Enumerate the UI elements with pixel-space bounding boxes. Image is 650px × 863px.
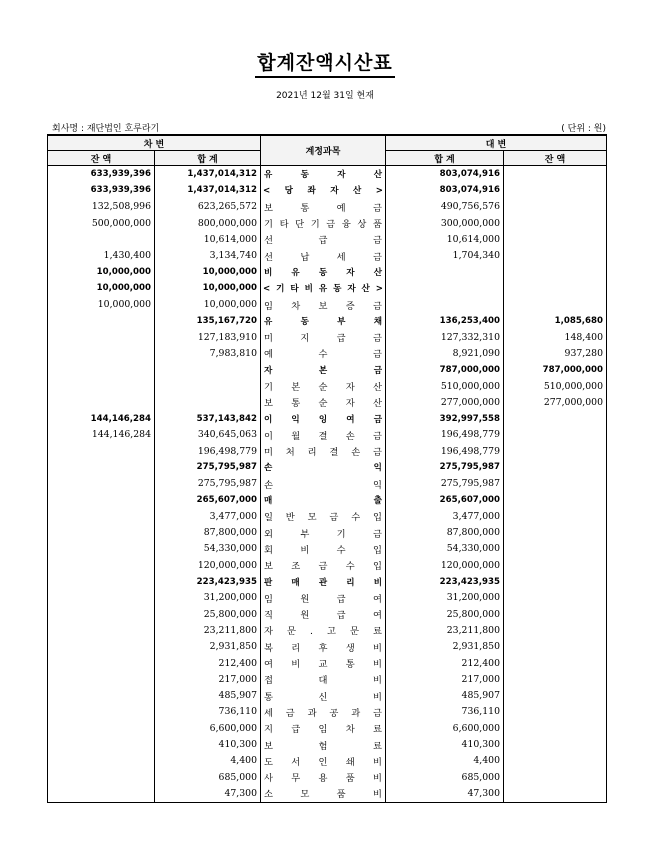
- account-name-cell: 외 부 기 금: [261, 525, 386, 541]
- credit-balance-cell: 1,085,680: [504, 313, 607, 329]
- credit-total-header: 합 계: [386, 151, 504, 166]
- debit-total-cell: 623,265,572: [155, 199, 261, 215]
- credit-total-cell: [386, 296, 504, 312]
- credit-balance-cell: [504, 247, 607, 263]
- table-row: [48, 362, 607, 378]
- debit-total-cell: 410,300: [155, 736, 261, 752]
- debit-total-cell: 340,645,063: [155, 427, 261, 443]
- account-name-cell: 소 모 품 비: [261, 785, 386, 802]
- credit-balance-cell: [504, 231, 607, 247]
- credit-balance-cell: [504, 785, 607, 802]
- credit-total-cell: 196,498,779: [386, 443, 504, 459]
- table-row: [48, 606, 607, 622]
- credit-balance-cell: [504, 199, 607, 215]
- account-name-cell: 유 동 자 산: [261, 166, 386, 183]
- credit-total-cell: 212,400: [386, 655, 504, 671]
- account-name-cell: 유 동 부 채: [261, 313, 386, 329]
- debit-balance-cell: [48, 508, 155, 524]
- debit-total-cell: 3,134,740: [155, 247, 261, 263]
- table-row: [48, 410, 607, 426]
- credit-total-cell: 6,600,000: [386, 720, 504, 736]
- credit-balance-cell: [504, 639, 607, 655]
- credit-total-cell: 136,253,400: [386, 313, 504, 329]
- account-name-cell: 세 금 과 공 과 금: [261, 704, 386, 720]
- credit-total-cell: 25,800,000: [386, 606, 504, 622]
- debit-balance-cell: [48, 557, 155, 573]
- credit-total-cell: 277,000,000: [386, 394, 504, 410]
- table-row: [48, 231, 607, 247]
- debit-balance-cell: [48, 720, 155, 736]
- account-name-cell: 자 문 . 고 문 료: [261, 622, 386, 638]
- unit-label: ( 단위 : 원): [561, 124, 606, 134]
- credit-total-cell: 47,300: [386, 785, 504, 802]
- account-name-cell: < 당 좌 자 산 >: [261, 182, 386, 198]
- credit-total-cell: 1,704,340: [386, 247, 504, 263]
- debit-total-cell: 1,437,014,312: [155, 182, 261, 198]
- debit-total-cell: 7,983,810: [155, 345, 261, 361]
- table-row: [48, 313, 607, 329]
- credit-balance-cell: [504, 215, 607, 231]
- debit-balance-cell: [48, 443, 155, 459]
- account-name-cell: 자 본 금: [261, 362, 386, 378]
- account-name-cell: 일 반 모 금 수 입: [261, 508, 386, 524]
- credit-balance-cell: [504, 166, 607, 183]
- credit-balance-cell: [504, 590, 607, 606]
- credit-balance-cell: [504, 573, 607, 589]
- document-title: [0, 48, 650, 75]
- debit-balance-cell: [48, 394, 155, 410]
- debit-total-cell: 10,000,000: [155, 280, 261, 296]
- debit-total-cell: 223,423,935: [155, 573, 261, 589]
- credit-total-cell: 2,931,850: [386, 639, 504, 655]
- account-name-cell: 도 서 인 쇄 비: [261, 753, 386, 769]
- debit-total-cell: 537,143,842: [155, 410, 261, 426]
- credit-total-cell: 392,997,558: [386, 410, 504, 426]
- debit-header: 차 변: [48, 135, 261, 151]
- credit-balance-cell: [504, 688, 607, 704]
- account-name-cell: 선 납 세 금: [261, 247, 386, 263]
- table-row: [48, 280, 607, 296]
- debit-total-cell: 3,477,000: [155, 508, 261, 524]
- account-name-cell: 임 원 급 여: [261, 590, 386, 606]
- table-row: [48, 573, 607, 589]
- credit-balance-header: 잔 액: [504, 151, 607, 166]
- credit-balance-cell: [504, 508, 607, 524]
- table-row: [48, 753, 607, 769]
- debit-total-cell: 127,183,910: [155, 329, 261, 345]
- document-title-text: 합계잔액시산표: [255, 52, 394, 78]
- table-row: [48, 378, 607, 394]
- table-row: [48, 557, 607, 573]
- debit-total-cell: 1,437,014,312: [155, 166, 261, 183]
- debit-balance-cell: 10,000,000: [48, 280, 155, 296]
- credit-total-cell: 127,332,310: [386, 329, 504, 345]
- debit-balance-cell: 144,146,284: [48, 427, 155, 443]
- table-body: [48, 166, 607, 803]
- credit-total-cell: 196,498,779: [386, 427, 504, 443]
- table-row: [48, 785, 607, 802]
- debit-total-cell: 275,795,987: [155, 476, 261, 492]
- table-row: [48, 443, 607, 459]
- table-row: [48, 199, 607, 215]
- account-name-cell: 보 통 예 금: [261, 199, 386, 215]
- credit-balance-cell: [504, 720, 607, 736]
- account-name-cell: 판 매 관 리 비: [261, 573, 386, 589]
- debit-total-cell: 10,000,000: [155, 264, 261, 280]
- debit-total-cell: 685,000: [155, 769, 261, 785]
- debit-balance-header: 잔 액: [48, 151, 155, 166]
- table-row: [48, 720, 607, 736]
- account-name-cell: 예 수 금: [261, 345, 386, 361]
- credit-total-cell: 87,800,000: [386, 525, 504, 541]
- debit-balance-cell: [48, 329, 155, 345]
- debit-balance-cell: [48, 362, 155, 378]
- credit-balance-cell: 787,000,000: [504, 362, 607, 378]
- debit-total-cell: 275,795,987: [155, 459, 261, 475]
- debit-balance-cell: [48, 525, 155, 541]
- credit-balance-cell: [504, 525, 607, 541]
- debit-total-cell: 87,800,000: [155, 525, 261, 541]
- table-row: [48, 215, 607, 231]
- debit-balance-cell: 633,939,396: [48, 166, 155, 183]
- debit-balance-cell: 132,508,996: [48, 199, 155, 215]
- debit-balance-cell: [48, 736, 155, 752]
- credit-balance-cell: [504, 443, 607, 459]
- debit-total-cell: 196,498,779: [155, 443, 261, 459]
- credit-total-cell: 300,000,000: [386, 215, 504, 231]
- credit-total-cell: 23,211,800: [386, 622, 504, 638]
- company-name: 회사명 : 재단법인 호루라기: [52, 124, 160, 134]
- table-row: [48, 166, 607, 183]
- account-name-cell: 미 처 리 결 손 금: [261, 443, 386, 459]
- account-name-cell: 여 비 교 통 비: [261, 655, 386, 671]
- credit-total-cell: 485,907: [386, 688, 504, 704]
- credit-balance-cell: [504, 557, 607, 573]
- table-row: [48, 525, 607, 541]
- account-name-cell: 이 익 잉 여 금: [261, 410, 386, 426]
- credit-balance-cell: [504, 671, 607, 687]
- debit-total-cell: 4,400: [155, 753, 261, 769]
- debit-balance-cell: [48, 753, 155, 769]
- account-name-cell: 지 급 임 차 료: [261, 720, 386, 736]
- debit-balance-cell: [48, 590, 155, 606]
- debit-balance-cell: [48, 378, 155, 394]
- credit-total-cell: 803,074,916: [386, 182, 504, 198]
- table-row: [48, 688, 607, 704]
- account-name-cell: 임 차 보 증 금: [261, 296, 386, 312]
- table-row: [48, 769, 607, 785]
- debit-total-cell: 485,907: [155, 688, 261, 704]
- credit-balance-cell: [504, 753, 607, 769]
- debit-balance-cell: [48, 573, 155, 589]
- debit-balance-cell: 500,000,000: [48, 215, 155, 231]
- debit-total-cell: 10,000,000: [155, 296, 261, 312]
- credit-total-cell: 3,477,000: [386, 508, 504, 524]
- credit-balance-cell: [504, 769, 607, 785]
- account-name-cell: 보 험 료: [261, 736, 386, 752]
- table-row: [48, 459, 607, 475]
- table-row: [48, 655, 607, 671]
- credit-total-cell: 8,921,090: [386, 345, 504, 361]
- debit-balance-cell: 633,939,396: [48, 182, 155, 198]
- credit-total-cell: [386, 280, 504, 296]
- credit-total-cell: 736,110: [386, 704, 504, 720]
- debit-balance-cell: [48, 704, 155, 720]
- account-name-cell: 접 대 비: [261, 671, 386, 687]
- credit-header: 대 변: [386, 135, 607, 151]
- debit-balance-cell: 10,000,000: [48, 264, 155, 280]
- table-row: [48, 476, 607, 492]
- debit-balance-cell: [48, 655, 155, 671]
- credit-balance-cell: [504, 264, 607, 280]
- trial-balance-table: [47, 134, 607, 803]
- credit-total-cell: 120,000,000: [386, 557, 504, 573]
- debit-total-cell: 265,607,000: [155, 492, 261, 508]
- table-row: [48, 296, 607, 312]
- debit-total-cell: 135,167,720: [155, 313, 261, 329]
- credit-balance-cell: [504, 427, 607, 443]
- table-row: [48, 394, 607, 410]
- table-row: [48, 622, 607, 638]
- debit-total-cell: [155, 378, 261, 394]
- debit-balance-cell: [48, 671, 155, 687]
- credit-balance-cell: [504, 736, 607, 752]
- table-row: [48, 427, 607, 443]
- credit-total-cell: 490,756,576: [386, 199, 504, 215]
- credit-balance-cell: 510,000,000: [504, 378, 607, 394]
- debit-balance-cell: [48, 492, 155, 508]
- credit-total-cell: 787,000,000: [386, 362, 504, 378]
- debit-total-cell: 54,330,000: [155, 541, 261, 557]
- account-name-cell: 손 익: [261, 476, 386, 492]
- credit-balance-cell: [504, 655, 607, 671]
- credit-total-cell: 265,607,000: [386, 492, 504, 508]
- credit-total-cell: 275,795,987: [386, 459, 504, 475]
- debit-balance-cell: [48, 345, 155, 361]
- credit-balance-cell: [504, 476, 607, 492]
- account-name-cell: 통 신 비: [261, 688, 386, 704]
- table-row: [48, 508, 607, 524]
- debit-balance-cell: [48, 688, 155, 704]
- debit-total-cell: 10,614,000: [155, 231, 261, 247]
- table-row: [48, 345, 607, 361]
- credit-balance-cell: [504, 410, 607, 426]
- credit-total-cell: 803,074,916: [386, 166, 504, 183]
- debit-balance-cell: [48, 785, 155, 802]
- debit-total-cell: 31,200,000: [155, 590, 261, 606]
- account-name-cell: 보 조 금 수 입: [261, 557, 386, 573]
- account-name-cell: 이 월 결 손 금: [261, 427, 386, 443]
- table-row: [48, 264, 607, 280]
- report-date: 2021년 12월 31일 현재: [276, 91, 374, 101]
- table-row: [48, 671, 607, 687]
- debit-total-cell: 800,000,000: [155, 215, 261, 231]
- credit-balance-cell: [504, 296, 607, 312]
- credit-balance-cell: 937,280: [504, 345, 607, 361]
- account-name-cell: < 기 타 비 유 동 자 산 >: [261, 280, 386, 296]
- account-name-cell: 손 익: [261, 459, 386, 475]
- credit-balance-cell: [504, 492, 607, 508]
- credit-balance-cell: [504, 606, 607, 622]
- debit-balance-cell: [48, 231, 155, 247]
- debit-balance-cell: 1,430,400: [48, 247, 155, 263]
- debit-total-cell: 120,000,000: [155, 557, 261, 573]
- credit-total-cell: [386, 264, 504, 280]
- account-name-cell: 회 비 수 입: [261, 541, 386, 557]
- credit-total-cell: 54,330,000: [386, 541, 504, 557]
- credit-total-cell: 4,400: [386, 753, 504, 769]
- debit-balance-cell: [48, 622, 155, 638]
- account-name-cell: 미 지 급 금: [261, 329, 386, 345]
- credit-total-cell: 410,300: [386, 736, 504, 752]
- table-row: [48, 492, 607, 508]
- credit-total-cell: 217,000: [386, 671, 504, 687]
- credit-balance-cell: [504, 182, 607, 198]
- table-row: [48, 639, 607, 655]
- debit-total-cell: 212,400: [155, 655, 261, 671]
- credit-balance-cell: 277,000,000: [504, 394, 607, 410]
- credit-total-cell: 275,795,987: [386, 476, 504, 492]
- credit-balance-cell: 148,400: [504, 329, 607, 345]
- account-name-cell: 비 유 동 자 산: [261, 264, 386, 280]
- debit-total-cell: 217,000: [155, 671, 261, 687]
- debit-balance-cell: [48, 769, 155, 785]
- debit-total-cell: 23,211,800: [155, 622, 261, 638]
- account-name-cell: 직 원 급 여: [261, 606, 386, 622]
- account-name-cell: 사 무 용 품 비: [261, 769, 386, 785]
- debit-balance-cell: [48, 459, 155, 475]
- table-row: [48, 329, 607, 345]
- account-name-cell: 기 본 순 자 산: [261, 378, 386, 394]
- debit-balance-cell: 10,000,000: [48, 296, 155, 312]
- credit-balance-cell: [504, 459, 607, 475]
- debit-balance-cell: 144,146,284: [48, 410, 155, 426]
- credit-balance-cell: [504, 280, 607, 296]
- credit-total-cell: 510,000,000: [386, 378, 504, 394]
- credit-balance-cell: [504, 622, 607, 638]
- account-name-cell: 기 타 단 기 금 융 상 품: [261, 215, 386, 231]
- table-row: [48, 590, 607, 606]
- debit-total-cell: 47,300: [155, 785, 261, 802]
- credit-total-cell: 223,423,935: [386, 573, 504, 589]
- account-name-cell: 보 통 순 자 산: [261, 394, 386, 410]
- debit-total-header: 합 계: [155, 151, 261, 166]
- table-row: [48, 736, 607, 752]
- credit-total-cell: 31,200,000: [386, 590, 504, 606]
- table-row: [48, 182, 607, 198]
- credit-total-cell: 10,614,000: [386, 231, 504, 247]
- debit-total-cell: 25,800,000: [155, 606, 261, 622]
- table-row: [48, 541, 607, 557]
- account-name-cell: 선 급 금: [261, 231, 386, 247]
- debit-balance-cell: [48, 639, 155, 655]
- debit-total-cell: 2,931,850: [155, 639, 261, 655]
- account-name-cell: 매 출: [261, 492, 386, 508]
- debit-total-cell: 736,110: [155, 704, 261, 720]
- debit-total-cell: [155, 394, 261, 410]
- debit-balance-cell: [48, 541, 155, 557]
- debit-total-cell: 6,600,000: [155, 720, 261, 736]
- debit-balance-cell: [48, 476, 155, 492]
- debit-balance-cell: [48, 606, 155, 622]
- credit-total-cell: 685,000: [386, 769, 504, 785]
- account-header: 계정과목: [261, 135, 386, 166]
- credit-balance-cell: [504, 704, 607, 720]
- credit-balance-cell: [504, 541, 607, 557]
- account-name-cell: 복 리 후 생 비: [261, 639, 386, 655]
- debit-balance-cell: [48, 313, 155, 329]
- debit-total-cell: [155, 362, 261, 378]
- table-row: [48, 247, 607, 263]
- table-row: [48, 704, 607, 720]
